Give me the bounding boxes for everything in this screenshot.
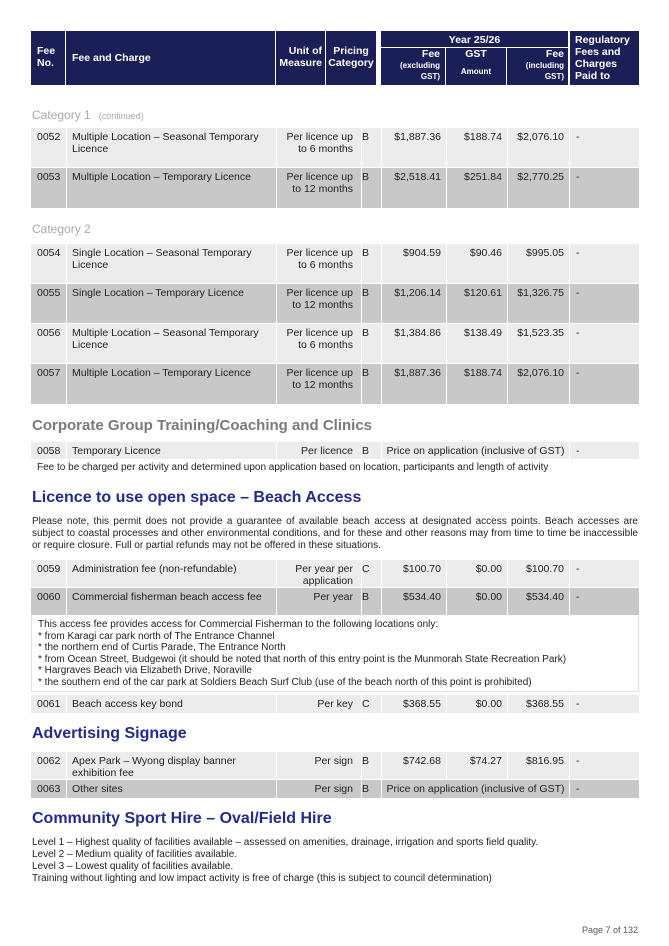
fee-incl-gst: $816.95: [508, 752, 569, 779]
fee-name: Single Location – Temporary Licence: [67, 284, 276, 323]
price-on-application: Price on application (inclusive of GST): [382, 780, 569, 798]
fee-name: Multiple Location – Temporary Licence: [67, 168, 276, 208]
fee-incl-gst: $1,523.35: [508, 324, 569, 363]
table-row: [31, 284, 639, 323]
table-row: [31, 128, 639, 167]
table-row: [31, 442, 639, 459]
fee-excl-gst: $1,384.86: [382, 324, 446, 363]
note-line: * from Ocean Street, Budgewoi (it should be noted that north of this entry point is the Munmorah State Recreation Park): [38, 653, 567, 665]
unit-of-measure: Per key: [277, 695, 361, 713]
fee-no: 0060: [31, 588, 66, 615]
unit-of-measure: Per sign: [277, 780, 361, 798]
fee-name: Multiple Location – Seasonal Temporary Licence: [67, 128, 276, 167]
pricing-category: B: [362, 324, 381, 363]
section-advertising-heading: Advertising Signage: [32, 725, 187, 742]
note-line: * the southern end of the car park at Soldiers Beach Surf Club (use of the beach north of this point is prohibited): [38, 676, 532, 688]
gst-amount: $188.74: [447, 364, 507, 404]
header-gst: [446, 48, 506, 85]
gst-amount: $251.84: [447, 168, 507, 208]
note-line: * Hargraves Beach via Elizabeth Drive, Noraville: [38, 665, 252, 677]
fee-incl-gst: $995.05: [508, 244, 569, 283]
pricing-category: B: [362, 780, 381, 798]
sport-line: Level 1 – Highest quality of facilities available – assessed on amenities, drainage, irrigation and sports field quality.: [32, 837, 539, 848]
regulatory-paid-to: -: [570, 324, 639, 363]
note-line: * from Karagi car park north of The Entrance Channel: [38, 630, 275, 642]
unit-of-measure: Per licence up to 6 months: [277, 324, 361, 363]
header-fee-incl: [507, 48, 568, 85]
header-year: Year 25/26: [381, 31, 568, 47]
note-line: This access fee provides access for Commercial Fisherman to the following locations only:: [38, 619, 439, 630]
section-corporate-heading: Corporate Group Training/Coaching and Clinics: [32, 417, 373, 434]
header-gst-title: GST: [465, 48, 487, 60]
unit-of-measure: Per licence up to 12 months: [277, 284, 361, 323]
fee-no: 0061: [31, 695, 66, 713]
fee-excl-gst: $2,518.41: [382, 168, 446, 208]
fee-incl-gst: $1,326.75: [508, 284, 569, 323]
fee-excl-gst: $1,206.14: [382, 284, 446, 323]
unit-of-measure: Per licence up to 6 months: [277, 128, 361, 167]
regulatory-paid-to: -: [570, 695, 639, 713]
table-row: [31, 324, 639, 363]
gst-amount: $90.46: [447, 244, 507, 283]
sport-levels: [32, 837, 638, 885]
gst-amount: $188.74: [447, 128, 507, 167]
corporate-note: Fee to be charged per activity and determined upon application based on location, participants and length of activity: [37, 462, 549, 473]
table-row: [31, 364, 639, 404]
section-sport-heading: Community Sport Hire – Oval/Field Hire: [32, 810, 332, 827]
category-2-label: Category 2: [32, 222, 91, 236]
pricing-category: B: [362, 168, 381, 208]
header-gst-sub: Amount: [460, 67, 492, 76]
fee-excl-gst: $1,887.36: [382, 364, 446, 404]
fee-incl-gst: $2,770.25: [508, 168, 569, 208]
pricing-category: B: [362, 244, 381, 283]
fee-name: Apex Park – Wyong display banner exhibition fee: [67, 752, 276, 779]
fee-no: 0056: [31, 324, 66, 363]
unit-of-measure: Per licence up to 6 months: [277, 244, 361, 283]
regulatory-paid-to: -: [570, 284, 639, 323]
header-fee-excl-title: Fee: [421, 48, 440, 60]
unit-of-measure: Per licence up to 12 months: [277, 168, 361, 208]
table-row: [31, 588, 639, 615]
pricing-category: B: [362, 128, 381, 167]
header-fee-incl-sub: (including GST): [525, 61, 564, 81]
gst-amount: $74.27: [447, 752, 507, 779]
header-regulatory: Regulatory Fees and Charges Paid to: [570, 31, 639, 85]
section-beach-heading: Licence to use open space – Beach Access: [32, 489, 362, 506]
fee-no: 0062: [31, 752, 66, 779]
fee-no: 0063: [31, 780, 66, 798]
fee-no: 0059: [31, 560, 66, 587]
table-row: [31, 695, 639, 713]
fee-excl-gst: $904.59: [382, 244, 446, 283]
fee-excl-gst: $100.70: [382, 560, 446, 587]
fee-no: 0055: [31, 284, 66, 323]
category-2-heading: [32, 222, 91, 236]
regulatory-paid-to: -: [570, 364, 639, 404]
fee-name: Multiple Location – Seasonal Temporary Licence: [67, 324, 276, 363]
pricing-category: B: [362, 442, 381, 459]
sport-line: Level 2 – Medium quality of facilities available.: [32, 849, 238, 860]
sport-line: Level 3 – Lowest quality of facilities available.: [32, 861, 234, 872]
fee-name: Single Location – Seasonal Temporary Licence: [67, 244, 276, 283]
fee-name: Commercial fisherman beach access fee: [67, 588, 276, 615]
fee-excl-gst: $742.68: [382, 752, 446, 779]
fee-incl-gst: $2,076.10: [508, 128, 569, 167]
sport-line: Training without lighting and low impact activity is free of charge (this is subject to council determination): [32, 873, 492, 884]
pricing-category: B: [362, 364, 381, 404]
regulatory-paid-to: -: [570, 780, 639, 798]
pricing-category: C: [362, 695, 381, 713]
fee-name: Temporary Licence: [67, 442, 276, 459]
category-1-heading: [32, 108, 144, 122]
fee-incl-gst: $368.55: [508, 695, 569, 713]
unit-of-measure: Per licence: [277, 442, 361, 459]
header-fee-incl-title: Fee: [545, 48, 564, 60]
fee-incl-gst: $100.70: [508, 560, 569, 587]
regulatory-paid-to: -: [570, 560, 639, 587]
fee-name: Other sites: [67, 780, 276, 798]
fee-name: Administration fee (non-refundable): [67, 560, 276, 587]
page-number: Page 7 of 132: [581, 925, 638, 935]
table-row: [31, 780, 639, 798]
fee-name: Beach access key bond: [67, 695, 276, 713]
fee-no: 0058: [31, 442, 66, 459]
table-header: [31, 31, 639, 85]
header-unit: Unit of Measure: [276, 31, 325, 85]
fee-excl-gst: $368.55: [382, 695, 446, 713]
regulatory-paid-to: -: [570, 244, 639, 283]
gst-amount: $120.61: [447, 284, 507, 323]
fee-no: 0053: [31, 168, 66, 208]
header-fee-and-charge: Fee and Charge: [66, 31, 275, 85]
header-fee-no: Fee No.: [31, 31, 65, 85]
category-1-continued: (continued): [98, 111, 144, 121]
unit-of-measure: Per licence up to 12 months: [277, 364, 361, 404]
regulatory-paid-to: -: [570, 588, 639, 615]
fisherman-access-note: [31, 616, 639, 692]
unit-of-measure: Per sign: [277, 752, 361, 779]
pricing-category: B: [362, 588, 381, 615]
gst-amount: $138.49: [447, 324, 507, 363]
beach-paragraph: Please note, this permit does not provide a guarantee of available beach access at designated access points. Beach accesses are subject to coastal processes and other environmental conditions, and for these and other reasons may from time to time be inaccessible or require closure. Full or partial refunds may not be offered in these situations.: [32, 516, 638, 551]
fee-excl-gst: $534.40: [382, 588, 446, 615]
regulatory-paid-to: -: [570, 442, 639, 459]
regulatory-paid-to: -: [570, 752, 639, 779]
regulatory-paid-to: -: [570, 128, 639, 167]
pricing-category: B: [362, 752, 381, 779]
unit-of-measure: Per year: [277, 588, 361, 615]
header-pricing: Pricing Category: [326, 31, 376, 85]
note-line: * the northern end of Curtis Parade, The Entrance North: [38, 642, 286, 654]
header-fee-excl: [381, 48, 445, 85]
unit-of-measure: Per year per application: [277, 560, 361, 587]
fee-incl-gst: $2,076.10: [508, 364, 569, 404]
price-on-application: Price on application (inclusive of GST): [382, 442, 569, 459]
gst-amount: $0.00: [447, 588, 507, 615]
table-row: [31, 168, 639, 208]
table-row: [31, 560, 639, 587]
gst-amount: $0.00: [447, 695, 507, 713]
fee-no: 0052: [31, 128, 66, 167]
fee-no: 0057: [31, 364, 66, 404]
gst-amount: $0.00: [447, 560, 507, 587]
fee-excl-gst: $1,887.36: [382, 128, 446, 167]
header-fee-excl-sub: (excluding GST): [399, 61, 440, 81]
regulatory-paid-to: -: [570, 168, 639, 208]
category-1-label: Category 1: [32, 108, 91, 122]
table-row: [31, 244, 639, 283]
table-row: [31, 752, 639, 779]
fee-incl-gst: $534.40: [508, 588, 569, 615]
fee-no: 0054: [31, 244, 66, 283]
pricing-category: B: [362, 284, 381, 323]
pricing-category: C: [362, 560, 381, 587]
fee-name: Multiple Location – Temporary Licence: [67, 364, 276, 404]
